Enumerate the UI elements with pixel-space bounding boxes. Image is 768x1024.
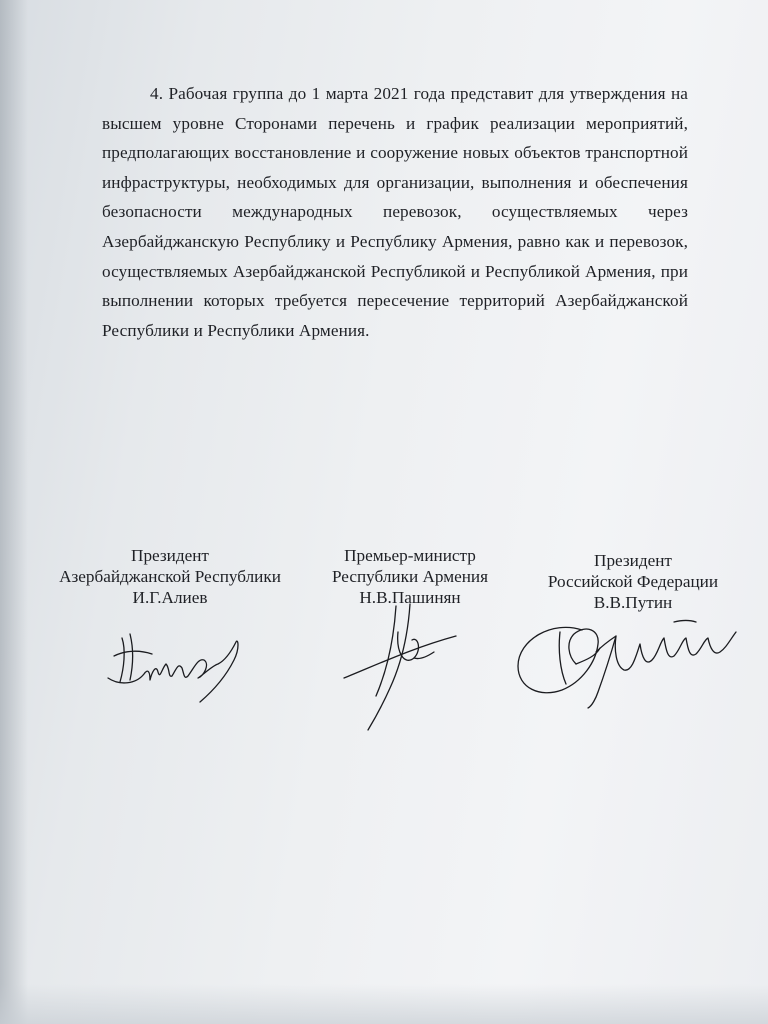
agreement-paragraph-4: 4. Рабочая группа до 1 марта 2021 года представит для утверждения на высшем уровне Сторонами перечень и график реализации мероприятий, предполагающих восстановление и сооружение новых объектов транспортной инфраструктуры, необходимых для организации, выполнения и обеспечения безопасности международных перевозок, осуществляемых через Азербайджанскую Республику и Республику Армения, равно как и перевозок, осуществляемых Азербайджанской Республикой и Республикой Армения, при выполнении которых требуется пересечение территорий Азербайджанской Республики и Республики Армения.	[102, 84, 688, 340]
signatory-organization: Республики Армения	[331, 567, 489, 586]
signatory-title: Президент	[131, 546, 209, 565]
page-edge-shadow	[0, 0, 28, 1024]
signature-aliyev	[100, 620, 260, 710]
page-bottom-shading	[0, 984, 768, 1024]
signatory-name: Н.В.Пашинян	[359, 588, 461, 607]
signatory-russia	[536, 550, 730, 613]
signatory-azerbaijan	[48, 545, 292, 608]
signatory-organization: Российской Федерации	[547, 572, 719, 591]
signatory-organization: Азербайджанской Республики	[59, 567, 281, 586]
signatory-name: В.В.Путин	[593, 593, 673, 612]
signatory-name: И.Г.Алиев	[132, 588, 208, 607]
signature-pashinyan	[338, 596, 468, 736]
signatory-title: Президент	[594, 551, 672, 570]
signatory-title: Премьер-министр	[344, 546, 476, 565]
signature-putin	[512, 610, 744, 710]
